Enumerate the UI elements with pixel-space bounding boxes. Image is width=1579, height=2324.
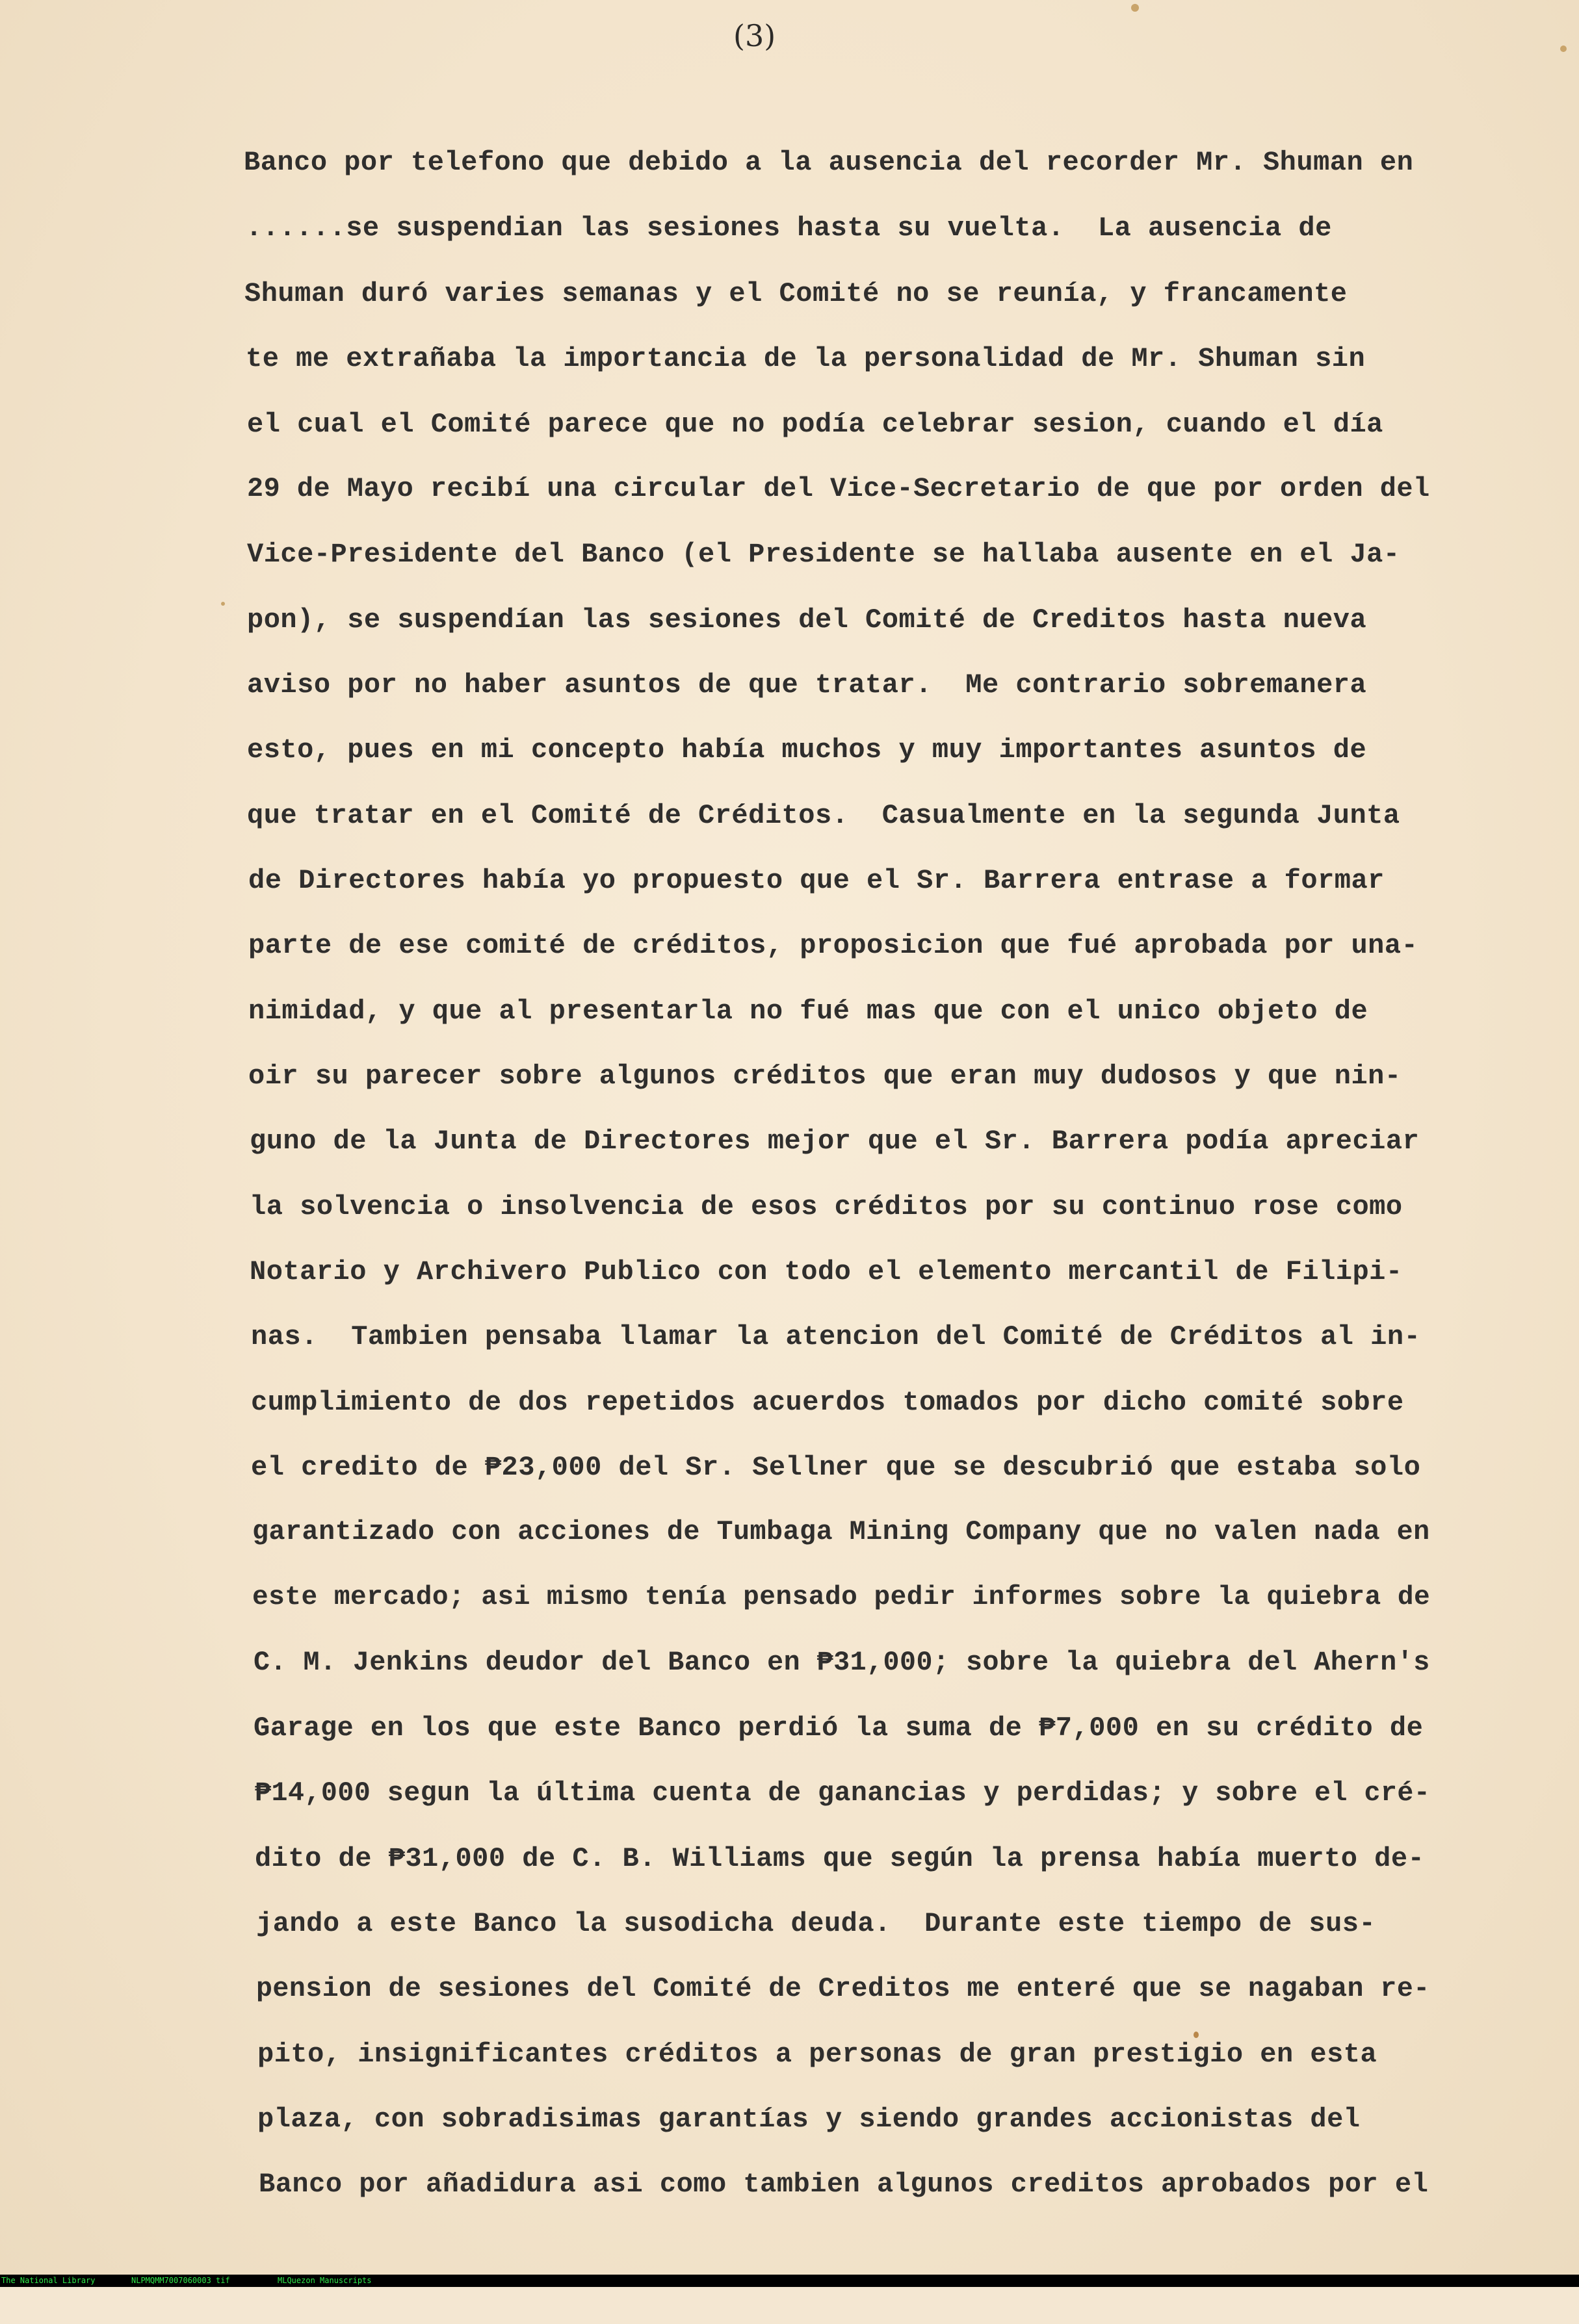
text-line: aviso por no haber asuntos de que tratar. Me contrario sobremanera — [247, 669, 1367, 701]
paper-speck — [221, 602, 225, 606]
text-line: ₱14,000 segun la última cuenta de ganancias y perdidas; y sobre el cré- — [255, 1778, 1431, 1809]
text-line: 29 de Mayo recibí una circular del Vice-Secretario de que por orden del — [247, 473, 1430, 504]
text-line: C. M. Jenkins deudor del Banco en ₱31,000; sobre la quiebra del Ahern's — [254, 1647, 1430, 1678]
text-line: nimidad, y que al presentarla no fué mas que con el unico objeto de — [248, 996, 1368, 1027]
text-line: Shuman duró varies semanas y el Comité no se reunía, y francamente — [244, 278, 1348, 309]
text-line: parte de ese comité de créditos, proposicion que fué aprobada por una- — [248, 930, 1418, 961]
paper-speck — [1194, 2032, 1199, 2038]
text-line: guno de la Junta de Directores mejor que el Sr. Barrera podía apreciar — [250, 1126, 1420, 1157]
text-line: nas. Tambien pensaba llamar la atencion del Comité de Créditos al in- — [251, 1321, 1421, 1352]
text-line: ......se suspendian las sesiones hasta su vuelta. La ausencia de — [246, 213, 1332, 244]
text-line: te me extrañaba la importancia de la personalidad de Mr. Shuman sin — [246, 343, 1366, 374]
paper-speck — [1560, 45, 1567, 52]
text-line: Banco por telefono que debido a la ausencia del recorder Mr. Shuman en — [244, 147, 1414, 178]
text-line: dito de ₱31,000 de C. B. Williams que según la prensa había muerto de- — [255, 1843, 1425, 1874]
footer-collection: MLQuezon Manuscripts — [278, 2276, 372, 2285]
page-number: (3) — [733, 18, 776, 53]
text-line: oir su parecer sobre algunos créditos que eran muy dudosos y que nin- — [248, 1061, 1402, 1092]
text-line: de Directores había yo propuesto que el Sr. Barrera entrase a formar — [248, 865, 1385, 896]
text-line: plaza, con sobradisimas garantías y siendo grandes accionistas del — [257, 2104, 1361, 2135]
text-line: pon), se suspendían las sesiones del Comité de Creditos hasta nueva — [247, 604, 1367, 636]
text-line: esto, pues en mi concepto había muchos y muy importantes asuntos de — [247, 734, 1367, 766]
text-line: Vice-Presidente del Banco (el Presidente se hallaba ausente en el Ja- — [247, 539, 1400, 570]
text-line: que tratar en el Comité de Créditos. Casualmente en la segunda Junta — [247, 800, 1400, 831]
text-line: la solvencia o insolvencia de esos créditos por su continuo rose como — [250, 1191, 1403, 1222]
footer-library: The National Library — [1, 2276, 96, 2285]
text-line: este mercado; asi mismo tenía pensado pedir informes sobre la quiebra de — [252, 1582, 1431, 1612]
text-line: el cual el Comité parece que no podía celebrar sesion, cuando el día — [247, 409, 1383, 440]
text-line: Banco por añadidura asi como tambien algunos creditos aprobados por el — [259, 2169, 1429, 2200]
text-line: pension de sesiones del Comité de Creditos me enteré que se nagaban re- — [256, 1974, 1430, 2004]
text-line: Notario y Archivero Publico con todo el elemento mercantil de Filipi- — [250, 1256, 1403, 1287]
text-line: pito, insignificantes créditos a personas de gran prestigio en esta — [257, 2039, 1377, 2070]
footer-file-id: NLPMQMM7007060003 tif — [131, 2276, 230, 2285]
archive-footer — [0, 2275, 1579, 2287]
text-line: cumplimiento de dos repetidos acuerdos tomados por dicho comité sobre — [251, 1387, 1404, 1418]
text-line: el credito de ₱23,000 del Sr. Sellner que se descubrió que estaba solo — [251, 1452, 1421, 1483]
paper-speck — [1131, 4, 1139, 12]
text-line: jando a este Banco la susodicha deuda. Durante este tiempo de sus- — [256, 1908, 1376, 1939]
text-line: Garage en los que este Banco perdió la suma de ₱7,000 en su crédito de — [254, 1712, 1424, 1744]
text-line: garantizado con acciones de Tumbaga Mining Company que no valen nada en — [252, 1516, 1430, 1547]
